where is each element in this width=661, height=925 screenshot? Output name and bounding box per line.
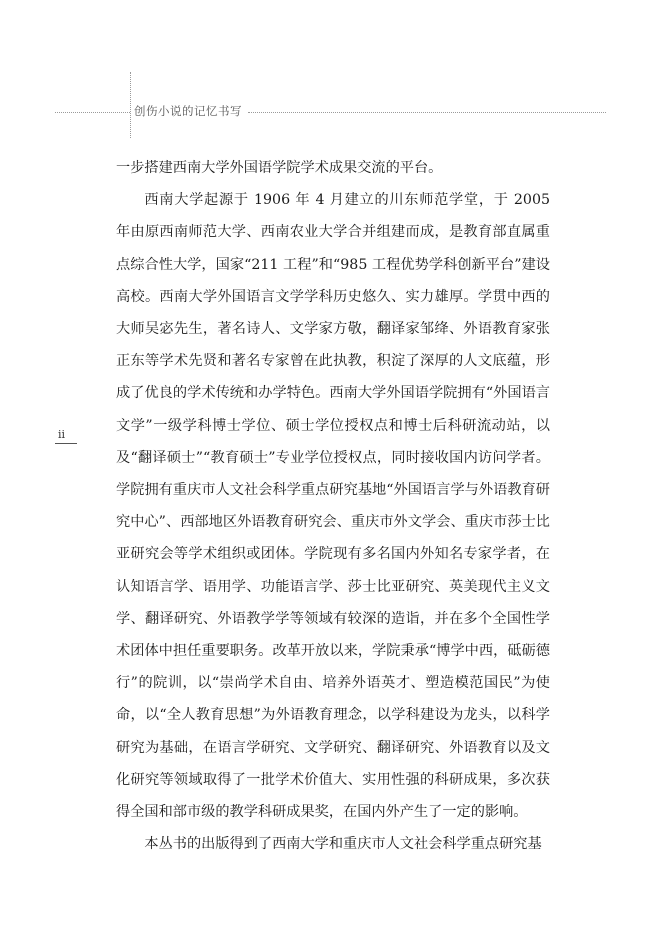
page-number-rule — [55, 443, 77, 444]
header-guide-right — [248, 112, 606, 113]
page-number: ii — [58, 428, 66, 441]
paragraph-continuation: 一步搭建西南大学外国语学院学术成果交流的平台。 — [116, 160, 443, 176]
body-text — [116, 152, 550, 860]
running-head-title: 创伤小说的记忆书写 — [134, 104, 242, 118]
paragraph-university-history: 西南大学起源于 1906 年 4 月建立的川东师范学堂，于 2005 年由原西南师范大学、西南农业大学合并组建而成，是教育部直属重点综合性大学，国家“211 工程”和“985 工程优势学科创新平台”建设高校。西南大学外国语言文学学科历史悠久、实力雄厚。学贯中西的大师吴宓先生，著名诗人、文学家方敬，翻译家邹绛、外语教育家张正东等学术先贤和著名专家曾在此执教，积淀了深厚的人文底蕴，形成了优良的学术传统和办学特色。西南大学外国语学院拥有“外国语言文学”一级学科博士学位、硕士学位授权点和博士后科研流动站，以及“翻译硕士”“教育硕士”专业学位授权点，同时接收国内访问学者。学院拥有重庆市人文社会科学重点研究基地“外国语言学与外语教育研究中心”、西部地区外语教育研究会、重庆市外文学会、重庆市莎士比亚研究会等学术组织或团体。学院现有多名国内外知名专家学者，在认知语言学、语用学、功能语言学、莎士比亚研究、英美现代主义文学、翻译研究、外语教学学等领域有较深的造诣，并在多个全国性学术团体中担任重要职务。改革开放以来，学院秉承“博学中西，砥砺德行”的院训，以“崇尚学术自由、培养外语英才、塑造模范国民”为使命，以“全人教育思想”为外语教育理念，以学科建设为龙头，以科学研究为基础，在语言学研究、文学研究、翻译研究、外语教育以及文化研究等领域取得了一批学术价值大、实用性强的科研成果，多次获得全国和部市级的教学科研成果奖，在国内外产生了一定的影响。 — [116, 192, 550, 821]
header-vertical-guide — [130, 72, 131, 138]
paragraph-series-support: 本丛书的出版得到了西南大学和重庆市人文社会科学重点研究基 — [144, 836, 542, 853]
header-guide-left — [55, 112, 130, 113]
